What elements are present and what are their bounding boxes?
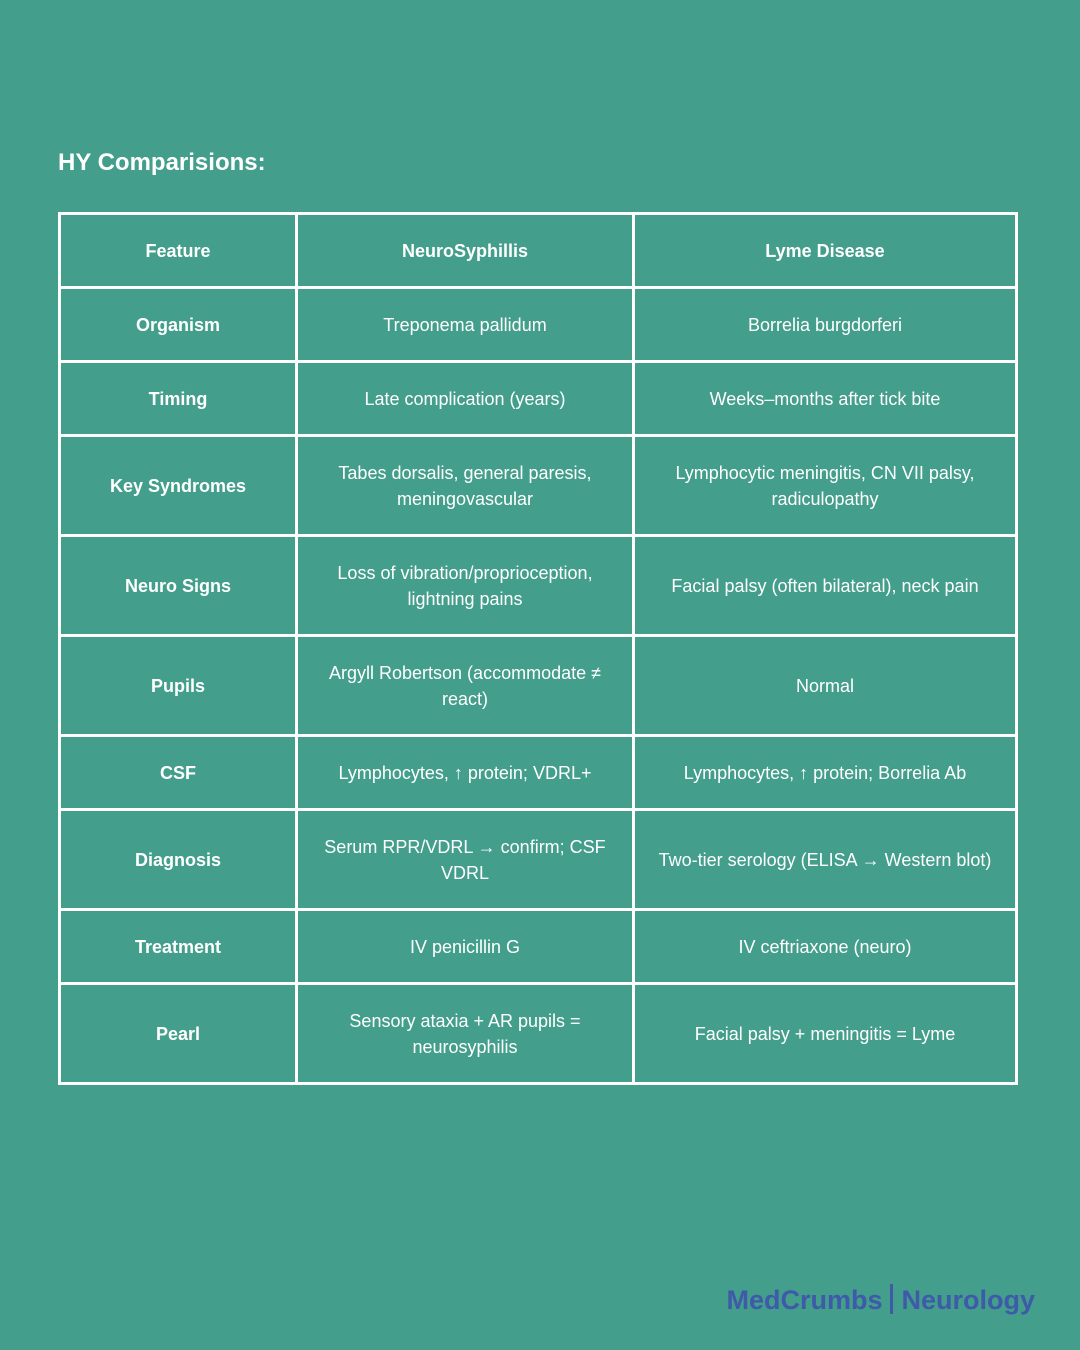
table-row — [60, 984, 1017, 1084]
row-label: Key Syndromes — [60, 436, 297, 536]
table-row — [60, 736, 1017, 810]
lyme-cell: Borrelia burgdorferi — [634, 288, 1017, 362]
brand-topic: Neurology — [901, 1285, 1035, 1315]
row-label: Pearl — [60, 984, 297, 1084]
table-row — [60, 436, 1017, 536]
row-label: Neuro Signs — [60, 536, 297, 636]
lyme-cell: Weeks–months after tick bite — [634, 362, 1017, 436]
row-label: Pupils — [60, 636, 297, 736]
brand-divider — [890, 1284, 893, 1314]
header-feature: Feature — [60, 214, 297, 288]
lyme-cell: Normal — [634, 636, 1017, 736]
brand-footer — [726, 1282, 1035, 1318]
neurosyphilis-cell: Loss of vibration/proprioception, lightning pains — [297, 536, 634, 636]
neurosyphilis-cell: Lymphocytes, ↑ protein; VDRL+ — [297, 736, 634, 810]
table-row — [60, 288, 1017, 362]
lyme-cell: Facial palsy + meningitis = Lyme — [634, 984, 1017, 1084]
neurosyphilis-cell: Serum RPR/VDRL → confirm; CSF VDRL — [297, 810, 634, 910]
table-row — [60, 810, 1017, 910]
lyme-cell: Two-tier serology (ELISA → Western blot) — [634, 810, 1017, 910]
neurosyphilis-cell: Argyll Robertson (accommodate ≠ react) — [297, 636, 634, 736]
neurosyphilis-cell: IV penicillin G — [297, 910, 634, 984]
brand-name: MedCrumbs — [726, 1285, 883, 1315]
neurosyphilis-cell: Sensory ataxia + AR pupils = neurosyphilis — [297, 984, 634, 1084]
table-row — [60, 536, 1017, 636]
table-row — [60, 636, 1017, 736]
lyme-cell: Facial palsy (often bilateral), neck pain — [634, 536, 1017, 636]
table-header-row — [60, 214, 1017, 288]
page-title: HY Comparisions: — [58, 149, 266, 176]
neurosyphilis-cell: Tabes dorsalis, general paresis, meningovascular — [297, 436, 634, 536]
header-lyme-disease: Lyme Disease — [634, 214, 1017, 288]
lyme-cell: Lymphocytes, ↑ protein; Borrelia Ab — [634, 736, 1017, 810]
row-label: Timing — [60, 362, 297, 436]
comparison-table — [58, 212, 1018, 1085]
neurosyphilis-cell: Treponema pallidum — [297, 288, 634, 362]
row-label: CSF — [60, 736, 297, 810]
header-neurosyphilis: NeuroSyphillis — [297, 214, 634, 288]
row-label: Organism — [60, 288, 297, 362]
table-row — [60, 362, 1017, 436]
lyme-cell: IV ceftriaxone (neuro) — [634, 910, 1017, 984]
row-label: Diagnosis — [60, 810, 297, 910]
row-label: Treatment — [60, 910, 297, 984]
table-row — [60, 910, 1017, 984]
lyme-cell: Lymphocytic meningitis, CN VII palsy, radiculopathy — [634, 436, 1017, 536]
neurosyphilis-cell: Late complication (years) — [297, 362, 634, 436]
